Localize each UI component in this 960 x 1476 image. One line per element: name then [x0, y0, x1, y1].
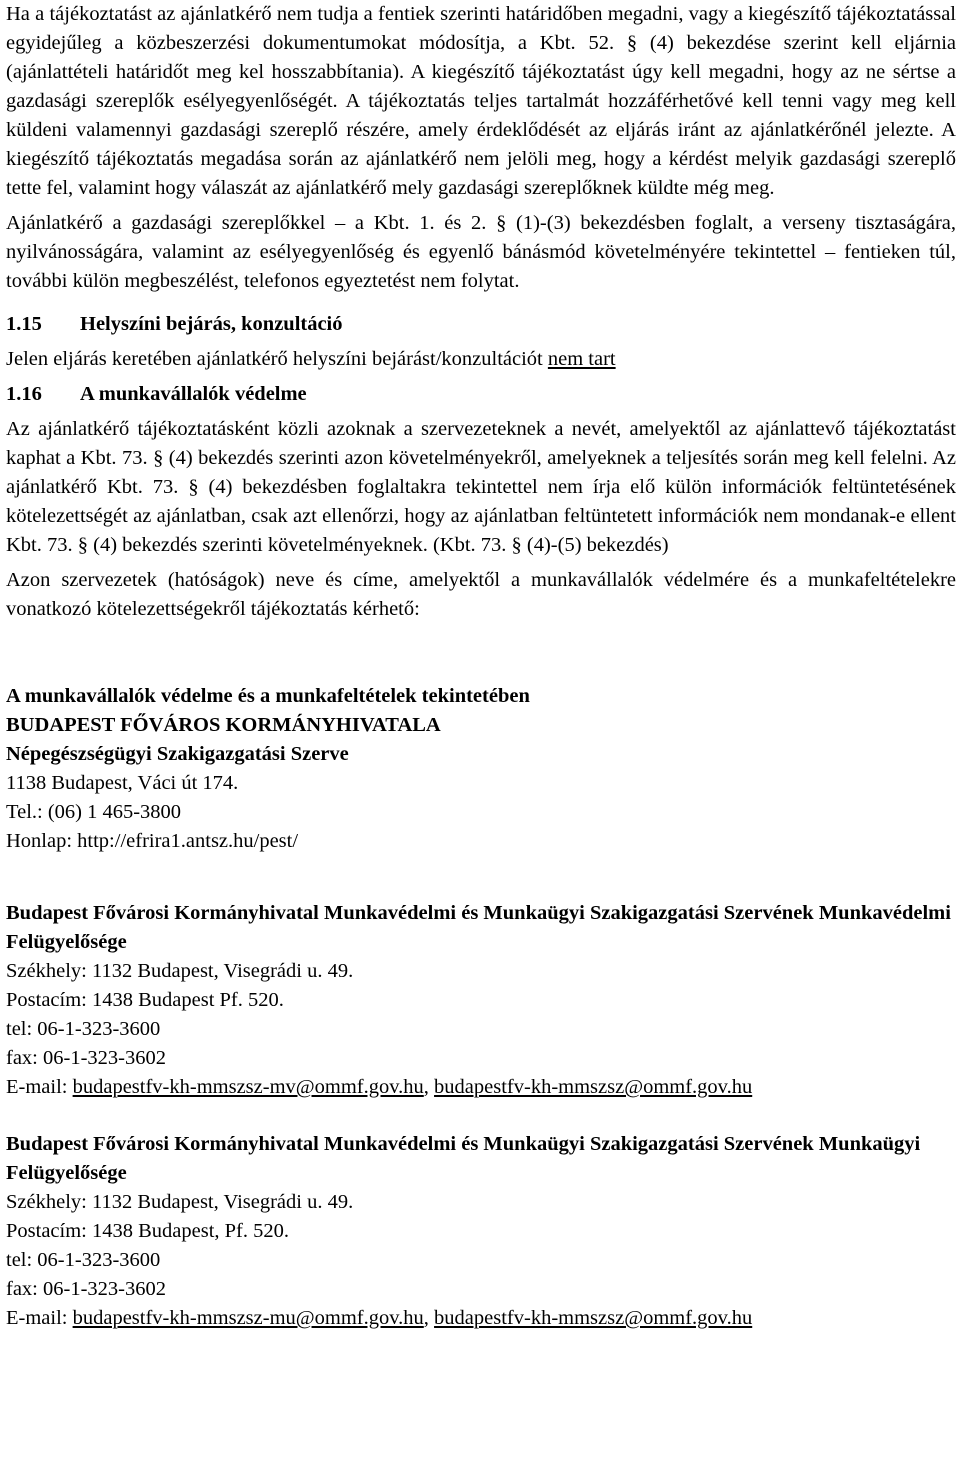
org3-email-link-2[interactable]: budapestfv-kh-mmszsz@ommf.gov.hu [434, 1307, 753, 1329]
section-1-15-body: Jelen eljárás keretében ajánlatkérő helyszíni bejárást/konzultációt [6, 348, 548, 370]
org2-postal-address: Postacím: 1438 Budapest Pf. 520. [6, 989, 284, 1011]
intro-paragraph-1: Ha a tájékoztatást az ajánlatkérő nem tudja a fentiek szerinti határidőben megadni, vagy a kiegészítő tájékoztatással egyidejűleg a közbeszerzési dokumentumokat módosítja, a Kbt. 52. § (4) bekezdése szerint kell eljárnia (ajánlattételi határidőt meg kel hosszabbítania). A kiegészítő tájékoztatást úgy kell megadni, hogy az ne sértse a gazdasági szereplők esélyegyenlőségét. A tájékoztatás teljes tartalmát hozzáférhetővé kell tenni vagy meg kell küldeni valamennyi gazdasági szereplő részére, amely érdeklődését az eljárás iránt az ajánlatkérőnél jelezte. A kiegészítő tájékoztatás megadása során az ajánlatkérő nem jelöli meg, hogy a kérdést melyik gazdasági szereplő tette fel, valamint hogy válaszát az ajánlatkérő mely gazdasági szereplőknek küldte még meg. [6, 3, 956, 199]
intro-paragraph-2: Ajánlatkérő a gazdasági szereplőkkel – a Kbt. 1. és 2. § (1)-(3) bekezdésben foglalt, a verseny tisztaságára, nyilvánosságára, valamint az esélyegyenlőség és egyenlő bánásmód követelményére tekintettel – fentieken túl, további külön megbeszélést, telefonos egyeztetést nem folytat. [6, 212, 956, 292]
org2-seat: Székhely: 1132 Budapest, Visegrádi u. 49. [6, 960, 354, 982]
org3-email-label: E-mail: [6, 1307, 73, 1329]
section-number: 1.16 [6, 383, 42, 405]
org3-seat: Székhely: 1132 Budapest, Visegrádi u. 49. [6, 1191, 354, 1213]
org2-email-line [6, 1073, 956, 1102]
section-number: 1.15 [6, 313, 42, 335]
section-1-16-paragraph-2: Azon szervezetek (hatóságok) neve és címe, amelyektől a munkavállalók védelmére és a munkafeltételekre vonatkozó kötelezettségekről tájékoztatás kérhető: [6, 569, 956, 620]
org2-fax: fax: 06-1-323-3602 [6, 1047, 166, 1069]
org1-address: 1138 Budapest, Váci út 174. [6, 772, 239, 794]
section-title: Helyszíni bejárás, konzultáció [80, 313, 343, 335]
org2-email-link-1[interactable]: budapestfv-kh-mmszsz-mv@ommf.gov.hu [72, 1076, 424, 1098]
org1-heading-line-1: A munkavállalók védelme és a munkafeltételek tekintetében [6, 685, 530, 707]
org2-email-label: E-mail: [6, 1076, 73, 1098]
org1-website: Honlap: http://efrira1.antsz.hu/pest/ [6, 830, 299, 852]
section-1-15-emphasis: nem tart [547, 348, 616, 370]
org1-phone: Tel.: (06) 1 465-3800 [6, 801, 182, 823]
section-title: A munkavállalók védelme [80, 383, 307, 405]
org3-phone: tel: 06-1-323-3600 [6, 1249, 161, 1271]
organization-block-1 [6, 682, 956, 856]
org2-phone: tel: 06-1-323-3600 [6, 1018, 161, 1040]
org3-email-separator: , [423, 1307, 435, 1329]
org2-email-separator: , [423, 1076, 435, 1098]
org2-email-link-2[interactable]: budapestfv-kh-mmszsz@ommf.gov.hu [434, 1076, 753, 1098]
org3-title: Budapest Fővárosi Kormányhivatal Munkavédelmi és Munkaügyi Szakigazgatási Szervének Munkaügyi Felügyelősége [6, 1133, 921, 1184]
section-1-15-text [6, 345, 956, 374]
document-page [6, 0, 956, 1333]
org1-heading-line-3: Népegészségügyi Szakigazgatási Szerve [6, 743, 349, 765]
org3-fax: fax: 06-1-323-3602 [6, 1278, 166, 1300]
org3-email-link-1[interactable]: budapestfv-kh-mmszsz-mu@ommf.gov.hu [72, 1307, 424, 1329]
org2-title: Budapest Fővárosi Kormányhivatal Munkavédelmi és Munkaügyi Szakigazgatási Szervének Munkavédelmi Felügyelősége [6, 902, 951, 953]
section-heading-1-15 [6, 310, 956, 339]
section-1-16-paragraph-1: Az ajánlatkérő tájékoztatásként közli azoknak a szervezeteknek a nevét, amelyektől az ajánlattevő tájékoztatást kaphat a Kbt. 73. § (4) bekezdés szerinti azon követelményekről, amelyeknek a teljesítés során meg kell felelni. Az ajánlatkérő Kbt. 73. § (4) bekezdésben foglaltakra tekintettel nem írja elő külön információk feltüntetésének kötelezettségét az ajánlatban, csak azt ellenőrzi, hogy az ajánlatban feltüntetett információk nem mondanak-e ellent Kbt. 73. § (4) bekezdés szerinti követelményeknek. (Kbt. 73. § (4)-(5) bekezdés) [6, 418, 956, 556]
section-heading-1-16 [6, 380, 956, 409]
organization-block-2 [6, 899, 956, 1102]
org3-email-line [6, 1304, 956, 1333]
org3-postal-address: Postacím: 1438 Budapest, Pf. 520. [6, 1220, 290, 1242]
org1-heading-line-2: BUDAPEST FŐVÁROS KORMÁNYHIVATALA [6, 714, 441, 736]
organization-block-3 [6, 1130, 956, 1333]
